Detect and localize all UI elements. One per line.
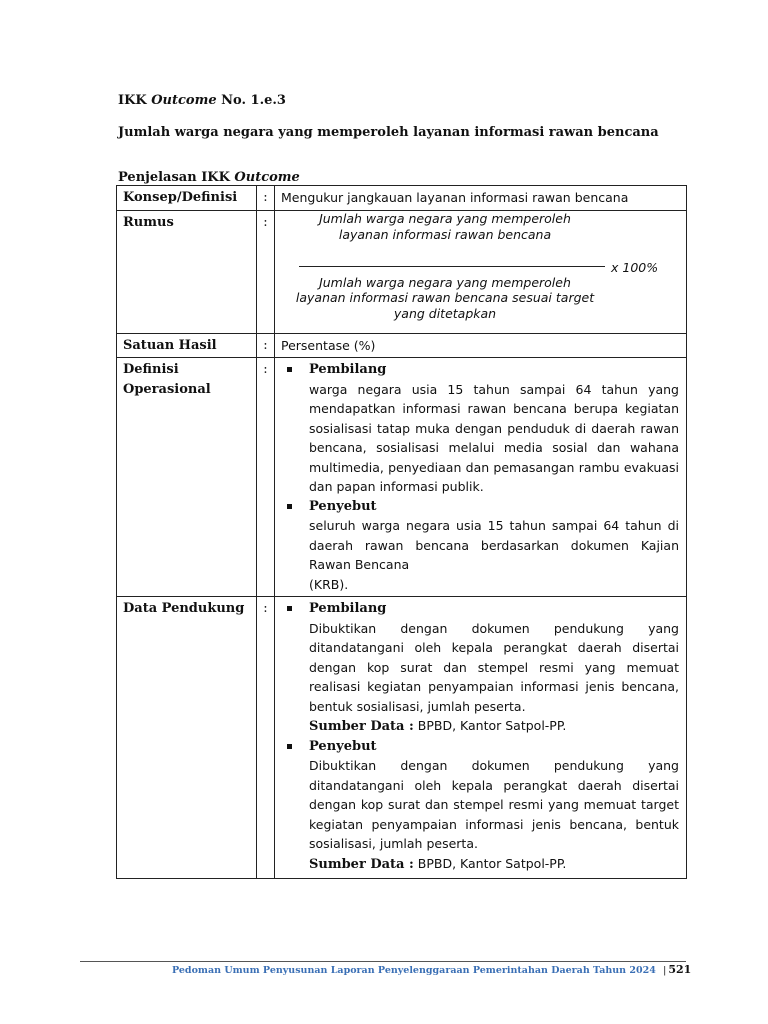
bullet-penyebut xyxy=(281,737,679,875)
sumber-value: BPBD, Kantor Satpol-PP. xyxy=(413,855,567,871)
penyebut-sumber xyxy=(309,854,679,875)
rumus-label: Rumus xyxy=(117,210,257,333)
bullet-pembilang xyxy=(281,360,679,497)
formula xyxy=(281,210,679,331)
colon: : xyxy=(257,210,275,333)
penyebut-title: Penyebut xyxy=(309,738,377,754)
colon: : xyxy=(257,358,275,597)
ikk-prefix: IKK xyxy=(118,93,152,108)
row-satuan xyxy=(117,333,687,358)
pembilang-sumber xyxy=(309,716,679,737)
formula-denominator: Jumlah warga negara yang memperoleh layanan informasi rawan bencana sesuai target yang ditetapkan xyxy=(295,274,595,321)
penjelasan-heading xyxy=(118,170,300,185)
pembilang-title: Pembilang xyxy=(309,601,387,616)
definisi-value xyxy=(275,358,687,597)
bullet-square-icon xyxy=(287,744,292,749)
pembilang-text: warga negara usia 15 tahun sampai 64 tahun yang mendapatkan informasi rawan bencana berupa kegiatan sosialisasi tatap muka dengan penduduk di daerah rawan bencana, sosialisasi melalui media sosial dan wahana multimedia, penyediaan dan pemasangan rambu evakuasi dan papan informasi publik. xyxy=(309,381,679,494)
colon: : xyxy=(257,333,275,358)
sumber-value: BPBD, Kantor Satpol-PP. xyxy=(413,718,567,733)
penyebut-text: Dibuktikan dengan dokumen pendukung yang ditandatangani oleh kepala perangkat daerah disertai dengan kop surat dan stempel resmi yang memuat target kegiatan penyampaian informasi jenis bencana, bentuk sosialisasi, jumlah peserta. xyxy=(309,758,679,851)
page-number: 521 xyxy=(668,963,692,976)
bullet-square-icon xyxy=(287,367,292,372)
penyebut-text-krb: (KRB). xyxy=(309,576,349,592)
page-footer xyxy=(172,963,691,976)
row-definisi xyxy=(117,358,687,597)
formula-multiplier: x 100% xyxy=(611,259,659,275)
footer-divider xyxy=(80,961,686,962)
ikk-number-heading xyxy=(118,93,286,108)
bullet-square-icon xyxy=(287,606,292,611)
footer-separator: | xyxy=(663,965,667,976)
bullet-square-icon xyxy=(287,504,292,509)
sumber-label: Sumber Data : xyxy=(309,856,414,872)
definisi-label: Definisi Operasional xyxy=(117,358,257,597)
satuan-value: Persentase (%) xyxy=(275,333,687,358)
indicator-table xyxy=(116,185,687,879)
penyebut-title: Penyebut xyxy=(309,498,377,514)
konsep-value: Mengukur jangkauan layanan informasi rawan bencana xyxy=(275,186,687,211)
satuan-label: Satuan Hasil xyxy=(117,333,257,358)
colon: : xyxy=(257,597,275,879)
penyebut-text: seluruh warga negara usia 15 tahun sampai 64 tahun di daerah rawan bencana berdasarkan dokumen Kajian Rawan Bencana xyxy=(309,518,679,572)
penjelasan-prefix: Penjelasan IKK xyxy=(118,170,235,185)
sumber-label: Sumber Data : xyxy=(309,719,414,734)
konsep-label: Konsep/Definisi xyxy=(117,186,257,211)
bullet-pembilang xyxy=(281,599,679,737)
pembilang-text: Dibuktikan dengan dokumen pendukung yang ditandatangani oleh kepala perangkat daerah disertai dengan kop surat dan stempel resmi yang memuat realisasi kegiatan penyampaian informasi jenis bencana, bentuk sosialisasi, jumlah peserta. xyxy=(309,620,679,714)
ikk-number: No. 1.e.3 xyxy=(216,93,286,108)
row-konsep xyxy=(117,186,687,211)
indicator-title: Jumlah warga negara yang memperoleh layanan informasi rawan bencana xyxy=(118,125,659,140)
bullet-penyebut xyxy=(281,497,679,595)
pembilang-title: Pembilang xyxy=(309,362,387,377)
pendukung-value xyxy=(275,597,687,879)
ikk-outcome-italic: Outcome xyxy=(151,93,217,108)
colon: : xyxy=(257,186,275,211)
fraction-line xyxy=(299,266,605,267)
rumus-value xyxy=(275,210,687,333)
penjelasan-outcome-italic: Outcome xyxy=(234,170,300,185)
pendukung-label: Data Pendukung xyxy=(117,597,257,879)
row-rumus xyxy=(117,210,687,333)
row-pendukung xyxy=(117,597,687,879)
footer-text: Pedoman Umum Penyusunan Laporan Penyelenggaraan Pemerintahan Daerah Tahun 2024 xyxy=(172,965,656,976)
formula-numerator: Jumlah warga negara yang memperoleh layanan informasi rawan bencana xyxy=(319,210,571,242)
